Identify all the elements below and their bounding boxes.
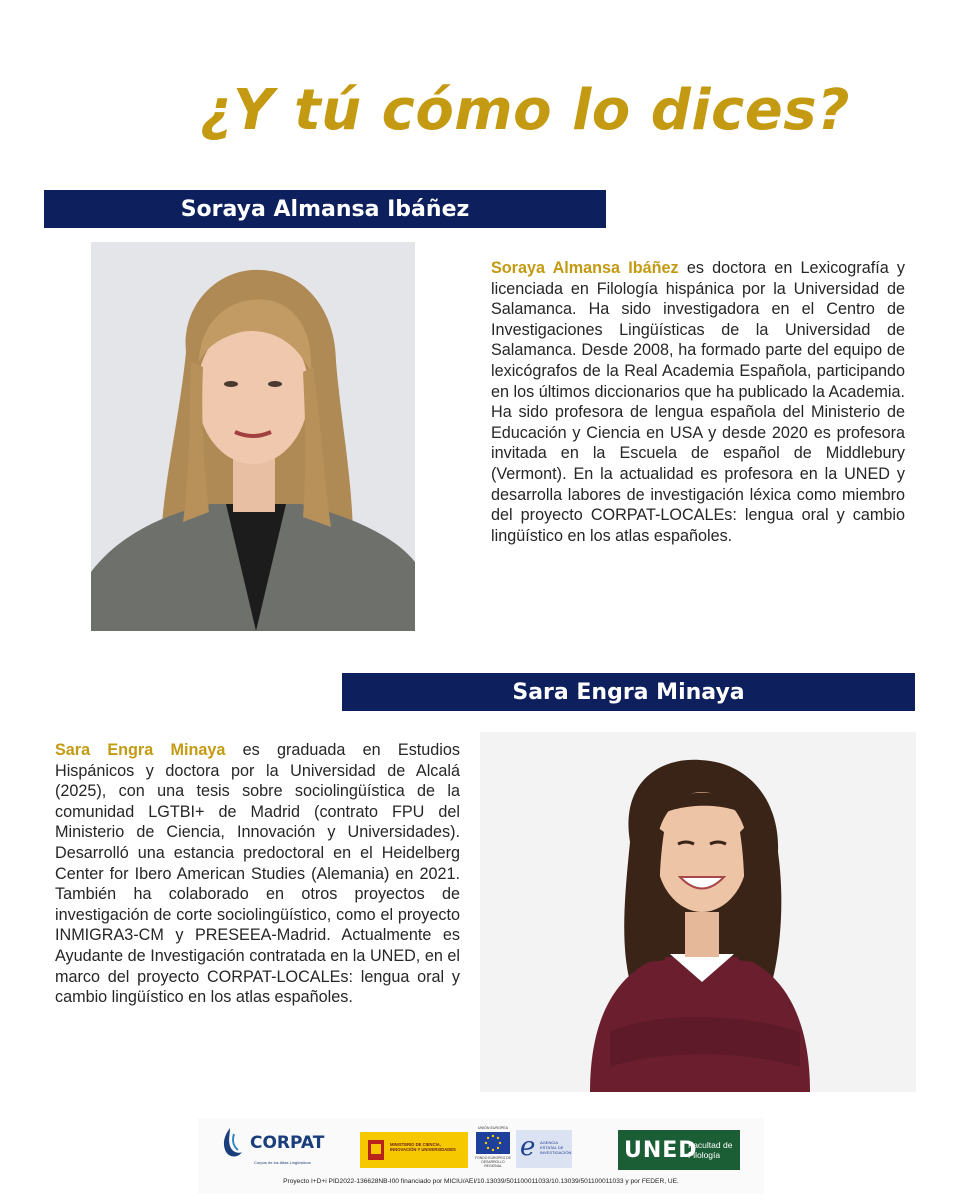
funding-note: Proyecto I+D+i PID2022-136628NB-I00 financiado por MICIU/AEI/10.13039/501100011033/10.13039/501100011033 y por FEDER, UE.	[283, 1178, 679, 1185]
corpat-logo	[218, 1126, 325, 1165]
bio-sara	[55, 740, 460, 1008]
name-banner-sara	[342, 673, 915, 711]
uned-logo	[618, 1130, 740, 1170]
uned-wordmark: UNED	[624, 1138, 698, 1163]
corpat-subtitle: Corpus de los Atlas Lingüísticos	[254, 1160, 311, 1165]
ministerio-logo	[360, 1132, 468, 1168]
bio-text-sara: es graduada en Estudios Hispánicos y doctora por la Universidad de Alcalá (2025), con una tesis sobre sociolingüística de la comunidad LGTBI+ de Madrid (contrato FPU del Ministerio de Ciencia, Innovación y Universidades). Desarrolló una estancia predoctoral en el Heidelberg Center for Ibero American Studies (Alemania) en 2021. También ha colaborado en otros proyectos de investigación de corte sociolingüístico, como el proyecto INMIGRA3-CM y PRESEEA-Madrid. Actualmente es Ayudante de Investigación contratada en la UNED, en el marco del proyecto CORPAT-LOCALEs: lengua oral y cambio lingüístico en los atlas españoles.	[55, 741, 460, 1007]
spain-shield-icon	[366, 1138, 386, 1162]
page-title: ¿Y tú cómo lo dices?	[199, 78, 851, 143]
footer-logos	[198, 1118, 764, 1194]
aei-text: AGENCIA ESTATAL DE INVESTIGACIÓN	[540, 1140, 572, 1155]
aei-letter: e	[520, 1132, 536, 1162]
bio-text-soraya: es doctora en Lexicografía y licenciada en Filología hispánica por la Universidad de Salamanca. Ha sido investigadora en el Centro de Investigaciones Lingüísticas de la Universidad de Salamanca. Desde 2008, ha formado parte del equipo de lexicógrafos de la Real Academia Española, participando en los últimos diccionarios que ha publicado la Academia. Ha sido profesora de lengua española del Ministerio de Educación y Ciencia en USA y desde 2020 es profesora invitada en la Escuela de español de Middlebury (Vermont). En la actualidad es profesora en la UNED y desarrolla labores de investigación léxica como miembro del proyecto CORPAT-LOCALEs: lengua oral y cambio lingüístico en los atlas españoles.	[491, 259, 905, 545]
eu-subtitle: FONDO EUROPEO DE DESARROLLO REGIONAL	[475, 1156, 511, 1168]
eu-flag-icon	[476, 1132, 510, 1154]
photo-soraya	[91, 242, 415, 631]
ministerio-text: MINISTERIO DE CIENCIA, INNOVACIÓN Y UNIVERSIDADES	[390, 1142, 456, 1152]
name-banner-soraya	[44, 190, 606, 228]
bio-name-soraya: Soraya Almansa Ibáñez	[491, 259, 679, 277]
corpat-wordmark: CORPAT	[250, 1133, 325, 1153]
name-sara: Sara Engra Minaya	[512, 679, 745, 705]
aei-logo	[516, 1130, 572, 1168]
eu-logo	[474, 1126, 512, 1170]
bio-soraya	[491, 258, 905, 546]
eu-label: UNIÓN EUROPEA	[477, 1126, 509, 1130]
bio-name-sara: Sara Engra Minaya	[55, 741, 226, 759]
name-soraya: Soraya Almansa Ibáñez	[180, 196, 470, 222]
uned-faculty: Facultad de Filología	[688, 1140, 733, 1160]
photo-sara	[480, 732, 916, 1092]
corpat-icon	[218, 1126, 250, 1160]
